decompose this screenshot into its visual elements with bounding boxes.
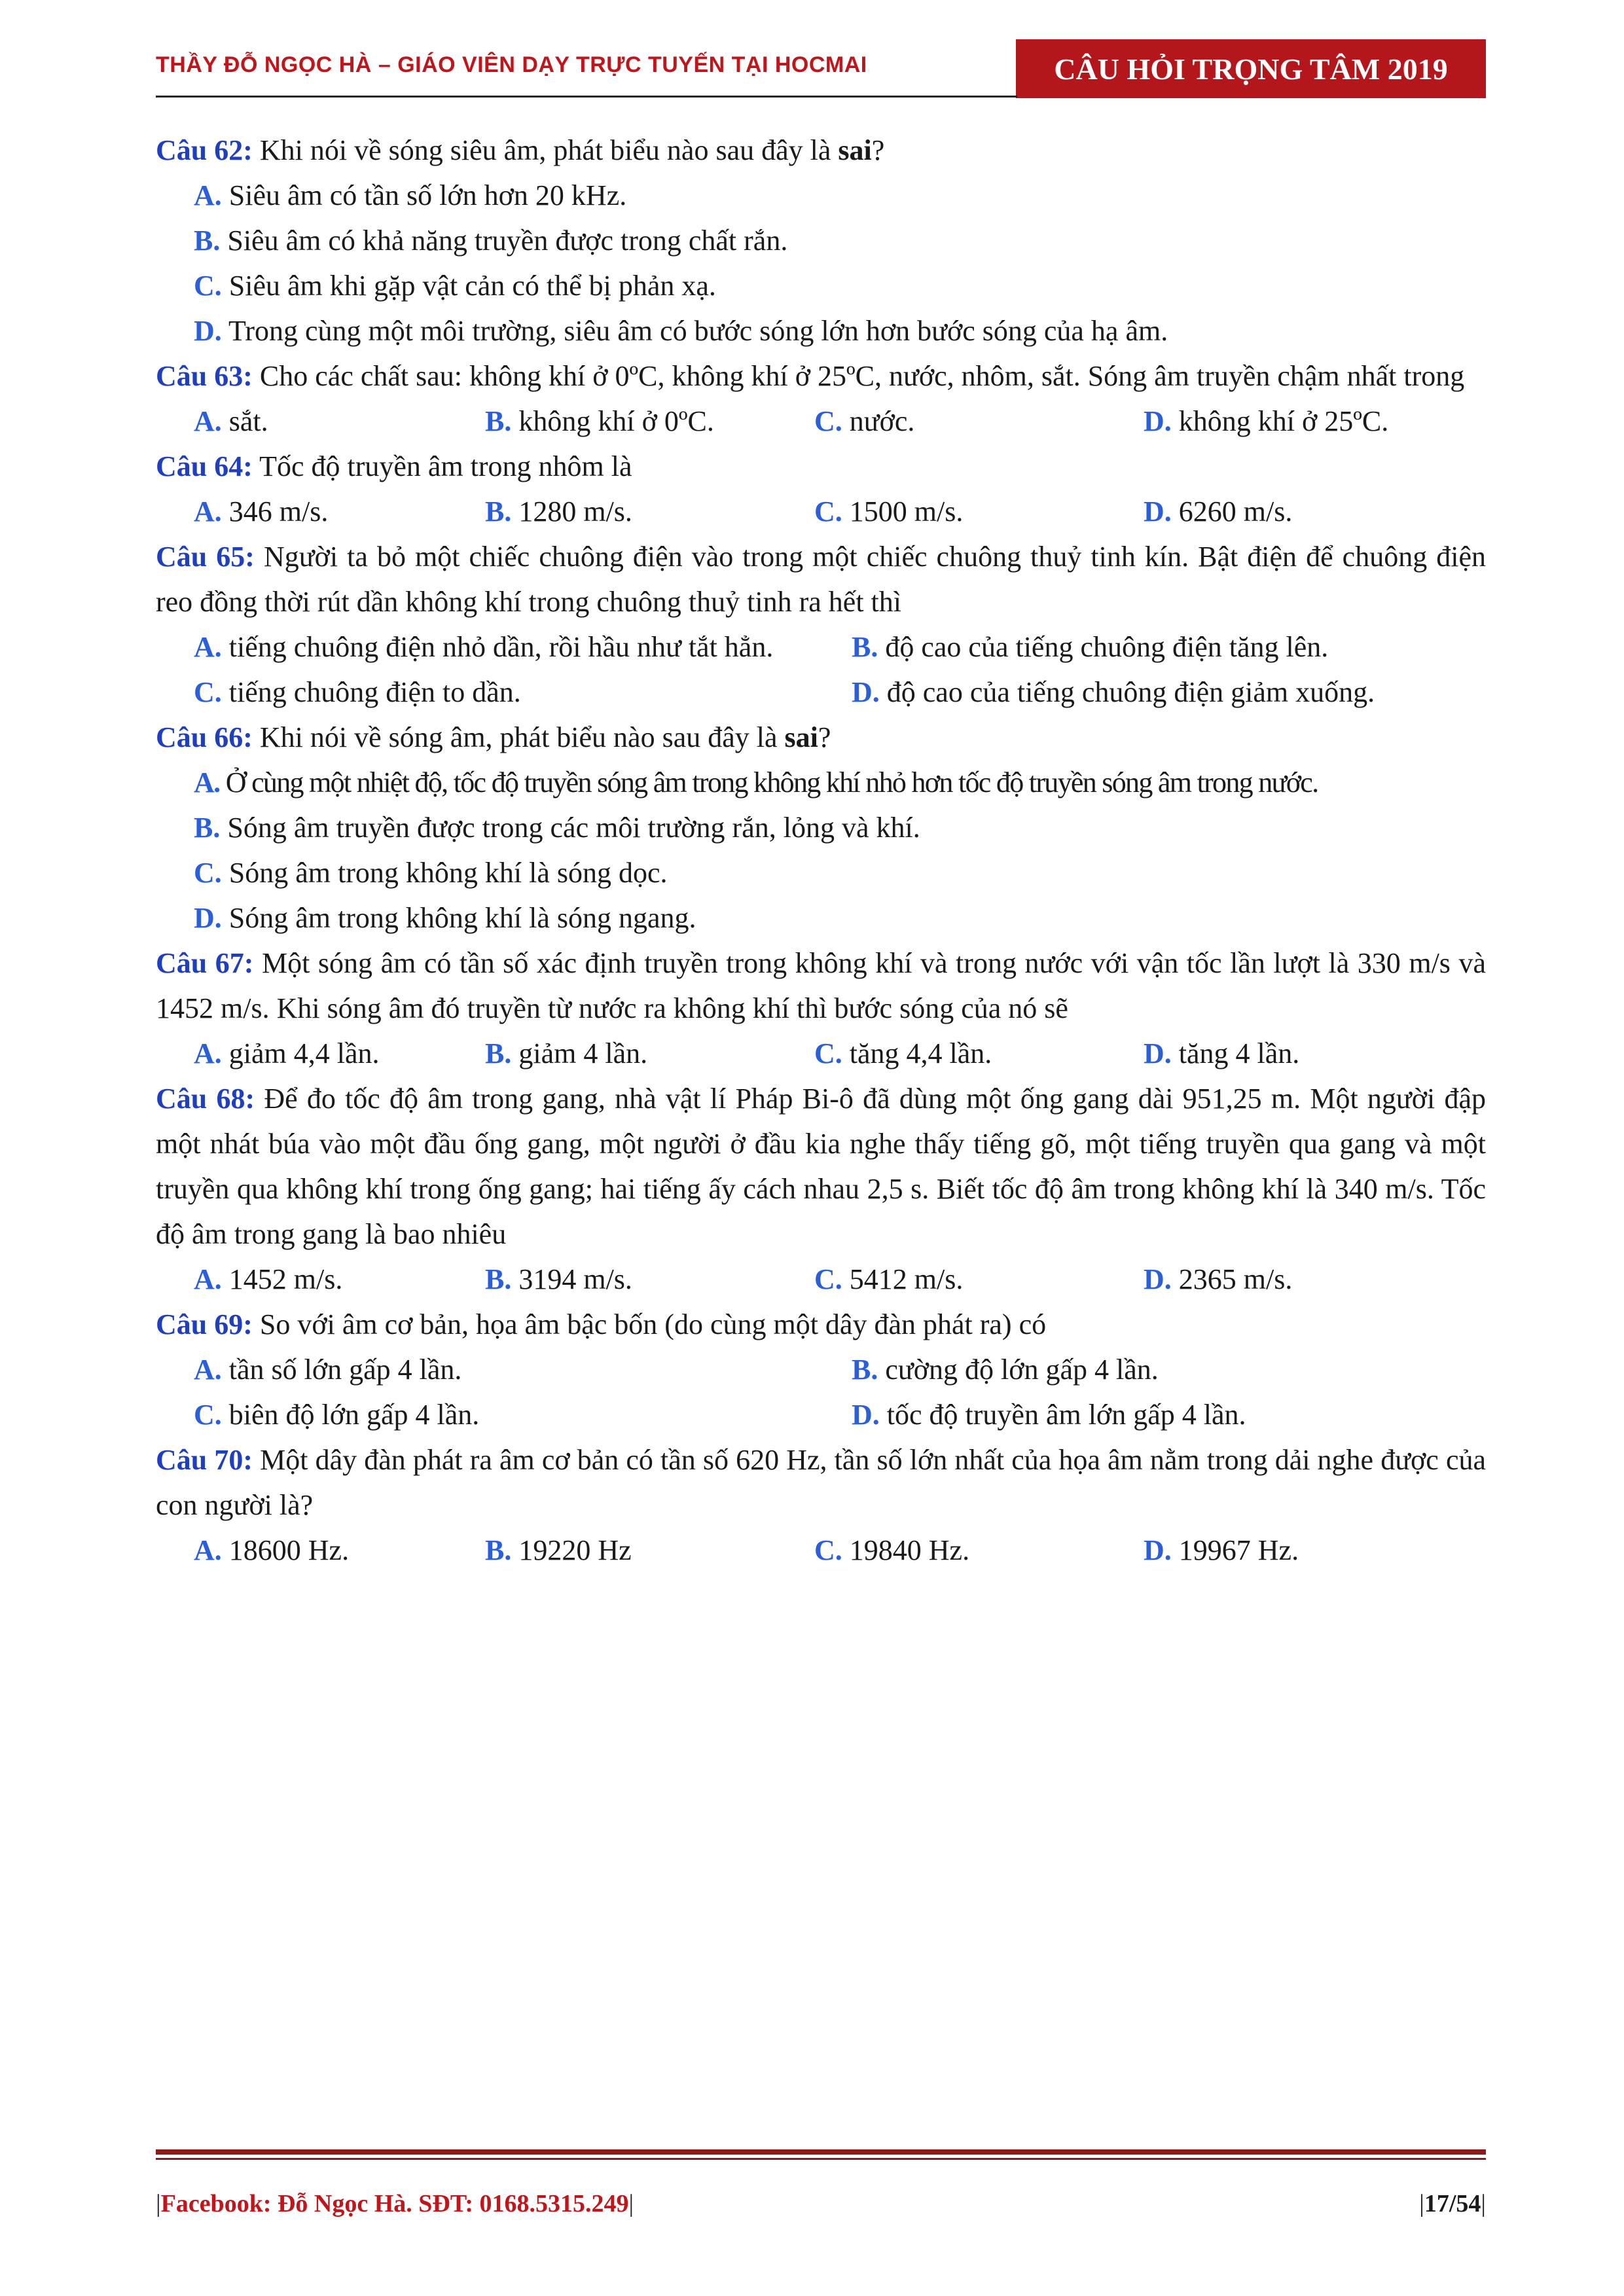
header-divider — [156, 96, 1017, 98]
options-row — [156, 1031, 1486, 1076]
option-a: A. 18600 Hz. — [194, 1534, 350, 1566]
question-65 — [156, 534, 1486, 624]
question-label: Câu 70: — [156, 1444, 253, 1476]
option-a: A. Ở cùng một nhiệt độ, tốc độ truyền sóng âm trong không khí nhỏ hơn tốc độ truyền sóng âm trong nước. — [194, 766, 1318, 798]
question-text: Để đo tốc độ âm trong gang, nhà vật lí Pháp Bi-ô đã dùng một ống gang dài 951,25 m. Một người đập một nhát búa vào một đầu ống gang, một người ở đầu kia nghe thấy tiếng gõ, một tiếng truyền qua gang và một truyền qua không khí trong ống gang; hai tiếng ấy cách nhau 2,5 s. Biết tốc độ âm trong không khí là 340 m/s. Tốc độ âm trong gang là bao nhiêu — [156, 1083, 1486, 1250]
option-b: B. giảm 4 lần. — [485, 1037, 648, 1069]
option-a: A. sắt. — [194, 405, 268, 437]
option-c: C. nước. — [814, 405, 915, 437]
option-c: C. 1500 m/s. — [814, 495, 964, 528]
option-d: D. Trong cùng một môi trường, siêu âm có bước sóng lớn hơn bước sóng của hạ âm. — [194, 315, 1168, 347]
footer-contact: |Facebook: Đỗ Ngọc Hà. SĐT: 0168.5315.249| — [156, 2190, 634, 2217]
option-a: A. tần số lớn gấp 4 lần. — [194, 1354, 462, 1386]
question-label: Câu 66: — [156, 721, 253, 753]
option-c: C. tăng 4,4 lần. — [814, 1037, 992, 1069]
question-67 — [156, 941, 1486, 1031]
option-d: D. tốc độ truyền âm lớn gấp 4 lần. — [852, 1399, 1246, 1431]
question-label: Câu 67: — [156, 947, 254, 979]
question-text: Một sóng âm có tần số xác định truyền trong không khí và trong nước với vận tốc lần lượt là 330 m/s và 1452 m/s. Khi sóng âm đó truyền từ nước ra không khí thì bước sóng của nó sẽ — [156, 947, 1486, 1024]
question-text: Khi nói về sóng âm, phát biểu nào sau đây là — [252, 721, 785, 753]
question-label: Câu 63: — [156, 360, 253, 392]
options-row — [156, 1392, 1486, 1437]
options-row — [156, 670, 1486, 715]
header-badge: CÂU HỎI TRỌNG TÂM 2019 — [1016, 39, 1486, 98]
option-b: B. độ cao của tiếng chuông điện tăng lên. — [852, 631, 1329, 663]
question-70 — [156, 1437, 1486, 1528]
option-a: A. giảm 4,4 lần. — [194, 1037, 380, 1069]
option-d: D. 2365 m/s. — [1144, 1263, 1293, 1295]
question-text: Khi nói về sóng siêu âm, phát biểu nào sau đây là — [252, 134, 839, 166]
option-a: A. 1452 m/s. — [194, 1263, 343, 1295]
question-68 — [156, 1076, 1486, 1257]
option-a: A. tiếng chuông điện nhỏ dần, rồi hầu như tắt hẳn. — [194, 631, 774, 663]
option-b: B. 1280 m/s. — [485, 495, 632, 528]
question-64 — [156, 444, 1486, 489]
question-63 — [156, 353, 1486, 399]
option-d: D. 6260 m/s. — [1144, 495, 1293, 528]
option-d: D. tăng 4 lần. — [1144, 1037, 1300, 1069]
option-c: C. 5412 m/s. — [814, 1263, 964, 1295]
question-label: Câu 68: — [156, 1083, 255, 1115]
option-c: C. Sóng âm trong không khí là sóng dọc. — [194, 857, 668, 889]
question-text: So với âm cơ bản, họa âm bậc bốn (do cùng một dây đàn phát ra) có — [252, 1308, 1047, 1340]
option-a: A. Siêu âm có tần số lớn hơn 20 kHz. — [194, 179, 627, 211]
options-row — [156, 624, 1486, 670]
footer-divider-thick — [156, 2149, 1486, 2155]
question-text: Người ta bỏ một chiếc chuông điện vào trong một chiếc chuông thuỷ tinh kín. Bật điện để chuông điện reo đồng thời rút dần không khí trong chuông thuỷ tinh ra hết thì — [156, 541, 1486, 618]
options-row — [156, 1257, 1486, 1302]
question-66 — [156, 715, 1486, 760]
question-text: Tốc độ truyền âm trong nhôm là — [252, 450, 632, 482]
options-row — [156, 1347, 1486, 1392]
option-c: C. Siêu âm khi gặp vật cản có thể bị phản xạ. — [194, 270, 716, 302]
question-text: Cho các chất sau: không khí ở 0ºC, không khí ở 25ºC, nước, nhôm, sắt. Sóng âm truyền chậm nhất trong — [252, 360, 1465, 392]
option-b: B. cường độ lớn gấp 4 lần. — [852, 1354, 1159, 1386]
question-label: Câu 62: — [156, 134, 253, 166]
header-teacher: THẦY ĐỖ NGỌC HÀ – GIÁO VIÊN DẠY TRỰC TUYẾN TẠI HOCMAI — [156, 52, 867, 77]
question-69 — [156, 1302, 1486, 1347]
question-list — [156, 128, 1486, 1573]
option-b: B. 3194 m/s. — [485, 1263, 632, 1295]
page-number: |17/54| — [1419, 2190, 1486, 2217]
question-label: Câu 69: — [156, 1308, 253, 1340]
option-b: B. Sóng âm truyền được trong các môi trường rắn, lỏng và khí. — [194, 812, 920, 844]
option-d: D. Sóng âm trong không khí là sóng ngang. — [194, 902, 696, 934]
option-d: D. không khí ở 25ºC. — [1144, 405, 1389, 437]
question-emphasis: sai — [838, 134, 872, 166]
options-row — [156, 489, 1486, 534]
option-c: C. 19840 Hz. — [814, 1534, 970, 1566]
question-text-end: ? — [818, 721, 831, 753]
option-d: D. độ cao của tiếng chuông điện giảm xuống. — [852, 676, 1375, 708]
option-c: C. biên độ lớn gấp 4 lần. — [194, 1399, 480, 1431]
option-b: B. 19220 Hz — [485, 1534, 632, 1566]
footer-divider-thin — [156, 2158, 1486, 2160]
options-row — [156, 399, 1486, 444]
question-text: Một dây đàn phát ra âm cơ bản có tần số 620 Hz, tần số lớn nhất của họa âm nằm trong dải nghe được của con người là? — [156, 1444, 1486, 1521]
question-62 — [156, 128, 1486, 173]
question-label: Câu 65: — [156, 541, 255, 573]
option-b: B. Siêu âm có khả năng truyền được trong chất rắn. — [194, 224, 788, 257]
question-text-end: ? — [871, 134, 885, 166]
option-a: A. 346 m/s. — [194, 495, 329, 528]
option-d: D. 19967 Hz. — [1144, 1534, 1299, 1566]
option-b: B. không khí ở 0ºC. — [485, 405, 714, 437]
options-row — [156, 1528, 1486, 1573]
question-emphasis: sai — [784, 721, 818, 753]
question-label: Câu 64: — [156, 450, 253, 482]
option-c: C. tiếng chuông điện to dần. — [194, 676, 521, 708]
